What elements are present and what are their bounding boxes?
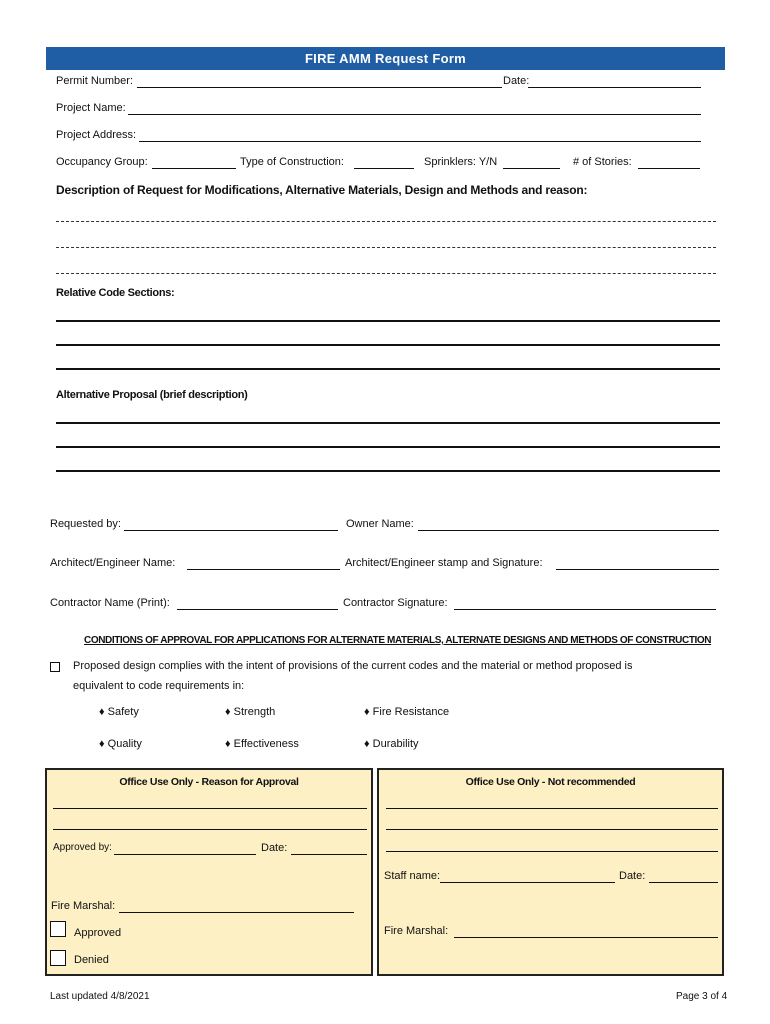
code-sections-line[interactable]	[56, 320, 720, 322]
alternative-proposal-line[interactable]	[56, 422, 720, 424]
right-fire-marshal-label: Fire Marshal:	[384, 925, 449, 937]
office-not-recommended-title: Office Use Only - Not recommended	[465, 776, 636, 788]
denied-checkbox[interactable]	[50, 950, 66, 966]
permit-number-label: Permit Number:	[56, 75, 134, 87]
condition-quality: ♦ Quality	[99, 738, 142, 750]
right-fire-marshal-field[interactable]	[454, 937, 718, 938]
alternative-proposal-heading: Alternative Proposal (brief description)	[56, 389, 248, 401]
office-approval-title: Office Use Only - Reason for Approval	[119, 776, 299, 788]
alternative-proposal-line[interactable]	[56, 470, 720, 472]
staff-name-label: Staff name:	[384, 870, 441, 882]
project-name-field[interactable]	[128, 114, 701, 115]
contractor-signature-label: Contractor Signature:	[343, 597, 448, 609]
page-number: Page 3 of 4	[676, 991, 728, 1002]
sprinklers-label: Sprinklers: Y/N	[424, 156, 498, 168]
stories-field[interactable]	[638, 168, 700, 169]
condition-effectiveness: ♦ Effectiveness	[225, 738, 299, 750]
denied-label: Denied	[74, 954, 109, 966]
conditions-heading: CONDITIONS OF APPROVAL FOR APPLICATIONS FOR ALTERNATE MATERIALS, ALTERNATE DESIGNS AND METHODS OF CONSTRUCTION	[84, 635, 712, 646]
description-line[interactable]	[56, 273, 716, 274]
permit-number-field[interactable]	[137, 87, 502, 88]
contractor-signature-field[interactable]	[454, 609, 716, 610]
not-recommended-reason-line[interactable]	[386, 829, 718, 830]
conditions-statement-continued: equivalent to code requirements in:	[73, 680, 245, 692]
approval-reason-line[interactable]	[53, 808, 367, 809]
project-address-label: Project Address:	[56, 129, 137, 141]
last-updated: Last updated 4/8/2021	[50, 991, 150, 1002]
code-sections-heading: Relative Code Sections:	[56, 287, 175, 299]
approved-by-field[interactable]	[114, 854, 256, 855]
condition-strength: ♦ Strength	[225, 706, 276, 718]
office-approval-box	[45, 768, 373, 976]
architect-stamp-label: Architect/Engineer stamp and Signature:	[345, 557, 543, 569]
approved-by-label: Approved by:	[53, 842, 112, 853]
occupancy-group-label: Occupancy Group:	[56, 156, 148, 168]
description-line[interactable]	[56, 247, 716, 248]
contractor-name-field[interactable]	[177, 609, 338, 610]
office-not-recommended-box	[377, 768, 724, 976]
requested-by-field[interactable]	[124, 530, 338, 531]
description-heading: Description of Request for Modifications, Alternative Materials, Design and Methods and reason:	[56, 183, 588, 197]
approved-checkbox[interactable]	[50, 921, 66, 937]
condition-safety: ♦ Safety	[99, 706, 139, 718]
staff-date-label: Date:	[619, 870, 646, 882]
sprinklers-field[interactable]	[503, 168, 560, 169]
approval-date-label: Date:	[261, 842, 288, 854]
stories-label: # of Stories:	[573, 156, 632, 168]
code-sections-line[interactable]	[56, 344, 720, 346]
staff-date-field[interactable]	[649, 882, 718, 883]
form-title: FIRE AMM Request Form	[46, 47, 725, 70]
occupancy-group-field[interactable]	[152, 168, 236, 169]
not-recommended-reason-line[interactable]	[386, 851, 718, 852]
staff-name-field[interactable]	[440, 882, 615, 883]
architect-name-label: Architect/Engineer Name:	[50, 557, 176, 569]
architect-name-field[interactable]	[187, 569, 340, 570]
condition-fire-resistance: ♦ Fire Resistance	[364, 706, 450, 718]
requested-by-label: Requested by:	[50, 518, 121, 530]
construction-type-label: Type of Construction:	[240, 156, 344, 168]
contractor-name-label: Contractor Name (Print):	[50, 597, 170, 609]
fire-marshal-label: Fire Marshal:	[51, 900, 116, 912]
architect-stamp-field[interactable]	[556, 569, 719, 570]
not-recommended-reason-line[interactable]	[386, 808, 718, 809]
date-field[interactable]	[528, 87, 701, 88]
description-line[interactable]	[56, 221, 716, 222]
project-address-field[interactable]	[139, 141, 701, 142]
approved-label: Approved	[74, 927, 122, 939]
approval-date-field[interactable]	[291, 854, 367, 855]
construction-type-field[interactable]	[354, 168, 414, 169]
project-name-label: Project Name:	[56, 102, 126, 114]
owner-name-field[interactable]	[418, 530, 719, 531]
condition-durability: ♦ Durability	[364, 738, 419, 750]
approval-reason-line[interactable]	[53, 829, 367, 830]
conditions-statement: Proposed design complies with the intent of provisions of the current codes and the material or method proposed is	[73, 660, 633, 672]
alternative-proposal-line[interactable]	[56, 446, 720, 448]
fire-marshal-field[interactable]	[119, 912, 354, 913]
owner-name-label: Owner Name:	[346, 518, 414, 530]
code-sections-line[interactable]	[56, 368, 720, 370]
compliance-checkbox[interactable]	[50, 662, 60, 672]
date-label: Date:	[503, 75, 530, 87]
